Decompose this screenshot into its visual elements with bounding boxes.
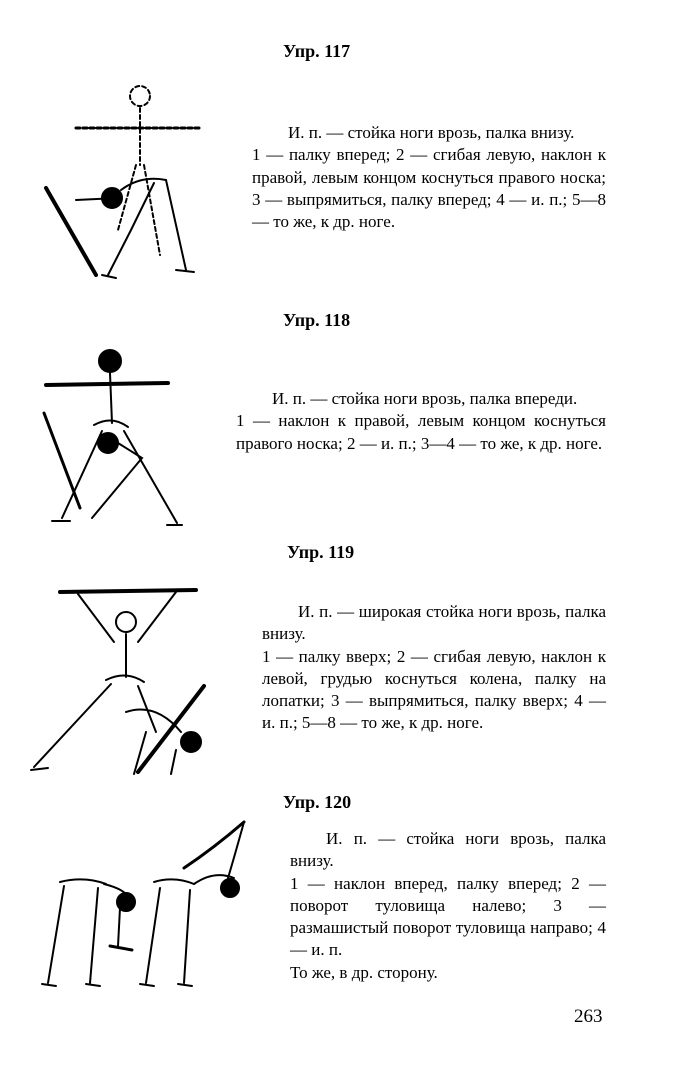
exercise-120-steps: 1 — наклон вперед, палку вперед; 2 — поворот туловища налево; 3 — размашистый поворот туловища направо; 4 — и. п. bbox=[290, 873, 606, 960]
page-number: 263 bbox=[574, 1006, 603, 1027]
exercise-118-steps: 1 — наклон к правой, левым концом коснуться правого носка; 2 — и. п.; 3—4 — то же, к др. ноге. bbox=[236, 411, 606, 453]
exercise-119-title: Упр. 119 bbox=[287, 542, 355, 562]
exercise-117-title: Упр. 117 bbox=[283, 41, 351, 61]
exercise-120-figure bbox=[34, 818, 264, 998]
exercise-118-title: Упр. 118 bbox=[283, 310, 351, 330]
exercise-118-start-position: И. п. — стойка ноги врозь, палка впереди. bbox=[272, 389, 578, 408]
exercise-120-title: Упр. 120 bbox=[283, 792, 352, 812]
exercise-117-text bbox=[252, 122, 606, 233]
exercise-118-figure bbox=[32, 343, 192, 528]
exercise-120-start-position: И. п. — стойка ноги врозь, палка внизу. bbox=[290, 829, 606, 871]
exercise-118-text bbox=[236, 388, 606, 455]
exercise-120-note: То же, в др. сторону. bbox=[290, 962, 438, 982]
exercise-117-figure bbox=[36, 80, 206, 290]
exercise-117-steps: 1 — палку вперед; 2 — сгибая левую, наклон к правой, левым концом коснуться правого носка; 3 — выпрямиться, палку вперед; 4 — и. п.; 5—8 — то же, к др. ноге. bbox=[252, 145, 606, 232]
exercise-119-start-position: И. п. — широкая стойка ноги врозь, палка внизу. bbox=[262, 602, 606, 644]
exercise-120-text bbox=[290, 828, 606, 984]
exercise-119-text bbox=[262, 601, 606, 735]
exercise-117-start-position: И. п. — стойка ноги врозь, палка внизу. bbox=[288, 123, 575, 142]
exercise-119-steps: 1 — палку вверх; 2 — сгибая левую, наклон к левой, грудью коснуться колена, палку на лопатки; 3 — выпрямиться, палку вверх; 4 — и. п.; 5—8 — то же, к др. ноге. bbox=[262, 646, 606, 733]
exercise-119-figure bbox=[26, 582, 216, 782]
